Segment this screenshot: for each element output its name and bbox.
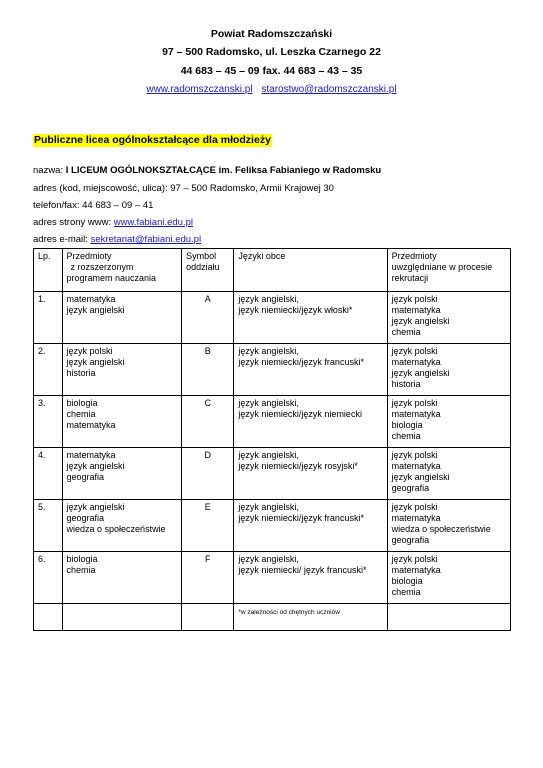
school-www-link[interactable]: www.fabiani.edu.pl <box>113 217 193 228</box>
table-row: 6. biologia chemia F język angielski, język niemiecki/ język francuski* język polski matematyka biologia chemia <box>34 552 511 604</box>
school-email-link[interactable]: sekretariat@fabiani.edu.pl <box>90 234 202 245</box>
school-address: adres (kod, miejscowość, ulica): 97 – 500 Radomsko, Armii Krajowej 30 <box>33 183 334 194</box>
classes-table <box>33 248 511 631</box>
row-recruitment: język polski matematyka język angielski chemia <box>387 292 510 344</box>
school-email-label: adres e-mail: <box>33 234 91 245</box>
row-recruitment: język polski matematyka język angielski geografia <box>387 448 510 500</box>
row-languages: język angielski, język niemiecki/język niemiecki <box>234 396 387 448</box>
row-subjects: biologia chemia <box>62 552 182 604</box>
county-website-link[interactable]: www.radomszczanski.pl <box>146 84 253 95</box>
row-recruitment: język polski matematyka wiedza o społeczeństwie geografia <box>387 500 510 552</box>
table-row: 5. język angielski geografia wiedza o społeczeństwie E język angielski, język niemiecki/język francuski* język polski matematyka wiedza o społeczeństwie geografia <box>34 500 511 552</box>
school-email-line <box>33 234 201 246</box>
row-subjects: język polski język angielski historia <box>62 344 182 396</box>
table-row: 1. matematyka język angielski A język angielski, język niemiecki/język włoski* język polski matematyka język angielski chemia <box>34 292 511 344</box>
row-languages: język angielski, język niemiecki/język włoski* <box>234 292 387 344</box>
table-footnote-row <box>34 604 511 631</box>
school-www-label: adres strony www: <box>33 217 114 228</box>
row-subjects: biologia chemia matematyka <box>62 396 182 448</box>
header-languages: Języki obce <box>234 249 387 292</box>
table-header-row <box>34 249 511 292</box>
row-symbol: C <box>182 396 234 448</box>
footnote: *w zależności od chętnych uczniów <box>238 609 340 616</box>
header-lp: Lp. <box>34 249 63 292</box>
row-symbol: E <box>182 500 234 552</box>
row-symbol: D <box>182 448 234 500</box>
row-subjects: język angielski geografia wiedza o społeczeństwie <box>62 500 182 552</box>
row-symbol: A <box>182 292 234 344</box>
county-address: 97 – 500 Radomsko, ul. Leszka Czarnego 22 <box>162 46 381 58</box>
county-name: Powiat Radomszczański <box>210 28 333 40</box>
school-phone: telefon/fax: 44 683 – 09 – 41 <box>33 200 154 211</box>
row-symbol: B <box>182 344 234 396</box>
school-www-line <box>33 217 193 229</box>
table-row: 2. język polski język angielski historia B język angielski, język niemiecki/język francuski* język polski matematyka język angielski historia <box>34 344 511 396</box>
row-recruitment: język polski matematyka biologia chemia <box>387 396 510 448</box>
section-title: Publiczne licea ogólnokształcące dla młodzieży <box>34 134 271 146</box>
row-symbol: F <box>182 552 234 604</box>
header-subjects: Przedmioty z rozszerzonym programem nauczania <box>62 249 182 292</box>
table-row: 4. matematyka język angielski geografia D język angielski, język niemiecki/język rosyjski* język polski matematyka język angielski geografia <box>34 448 511 500</box>
header-symbol: Symbol oddziału <box>182 249 234 292</box>
header-links <box>0 84 543 95</box>
table-row: 3. biologia chemia matematyka C język angielski, język niemiecki/język niemiecki język polski matematyka biologia chemia <box>34 396 511 448</box>
row-recruitment: język polski matematyka biologia chemia <box>387 552 510 604</box>
county-phone-fax: 44 683 – 45 – 09 fax. 44 683 – 43 – 35 <box>180 65 363 77</box>
row-languages: język angielski, język niemiecki/ język francuski* <box>234 552 387 604</box>
school-name-line <box>33 165 381 177</box>
header-recruitment: Przedmioty uwzględniane w procesie rekrutacji <box>387 249 510 292</box>
document-header <box>0 28 543 95</box>
school-name-value: I LICEUM OGÓLNOKSZTAŁCĄCE im. Feliksa Fabianiego w Radomsku <box>65 165 382 176</box>
school-name-label: nazwa: <box>33 165 66 176</box>
row-subjects: matematyka język angielski geografia <box>62 448 182 500</box>
row-subjects: matematyka język angielski <box>62 292 182 344</box>
row-languages: język angielski, język niemiecki/język francuski* <box>234 344 387 396</box>
row-recruitment: język polski matematyka język angielski historia <box>387 344 510 396</box>
row-languages: język angielski, język niemiecki/język francuski* <box>234 500 387 552</box>
row-languages: język angielski, język niemiecki/język rosyjski* <box>234 448 387 500</box>
county-email-link[interactable]: starostwo@radomszczanski.pl <box>261 84 397 95</box>
